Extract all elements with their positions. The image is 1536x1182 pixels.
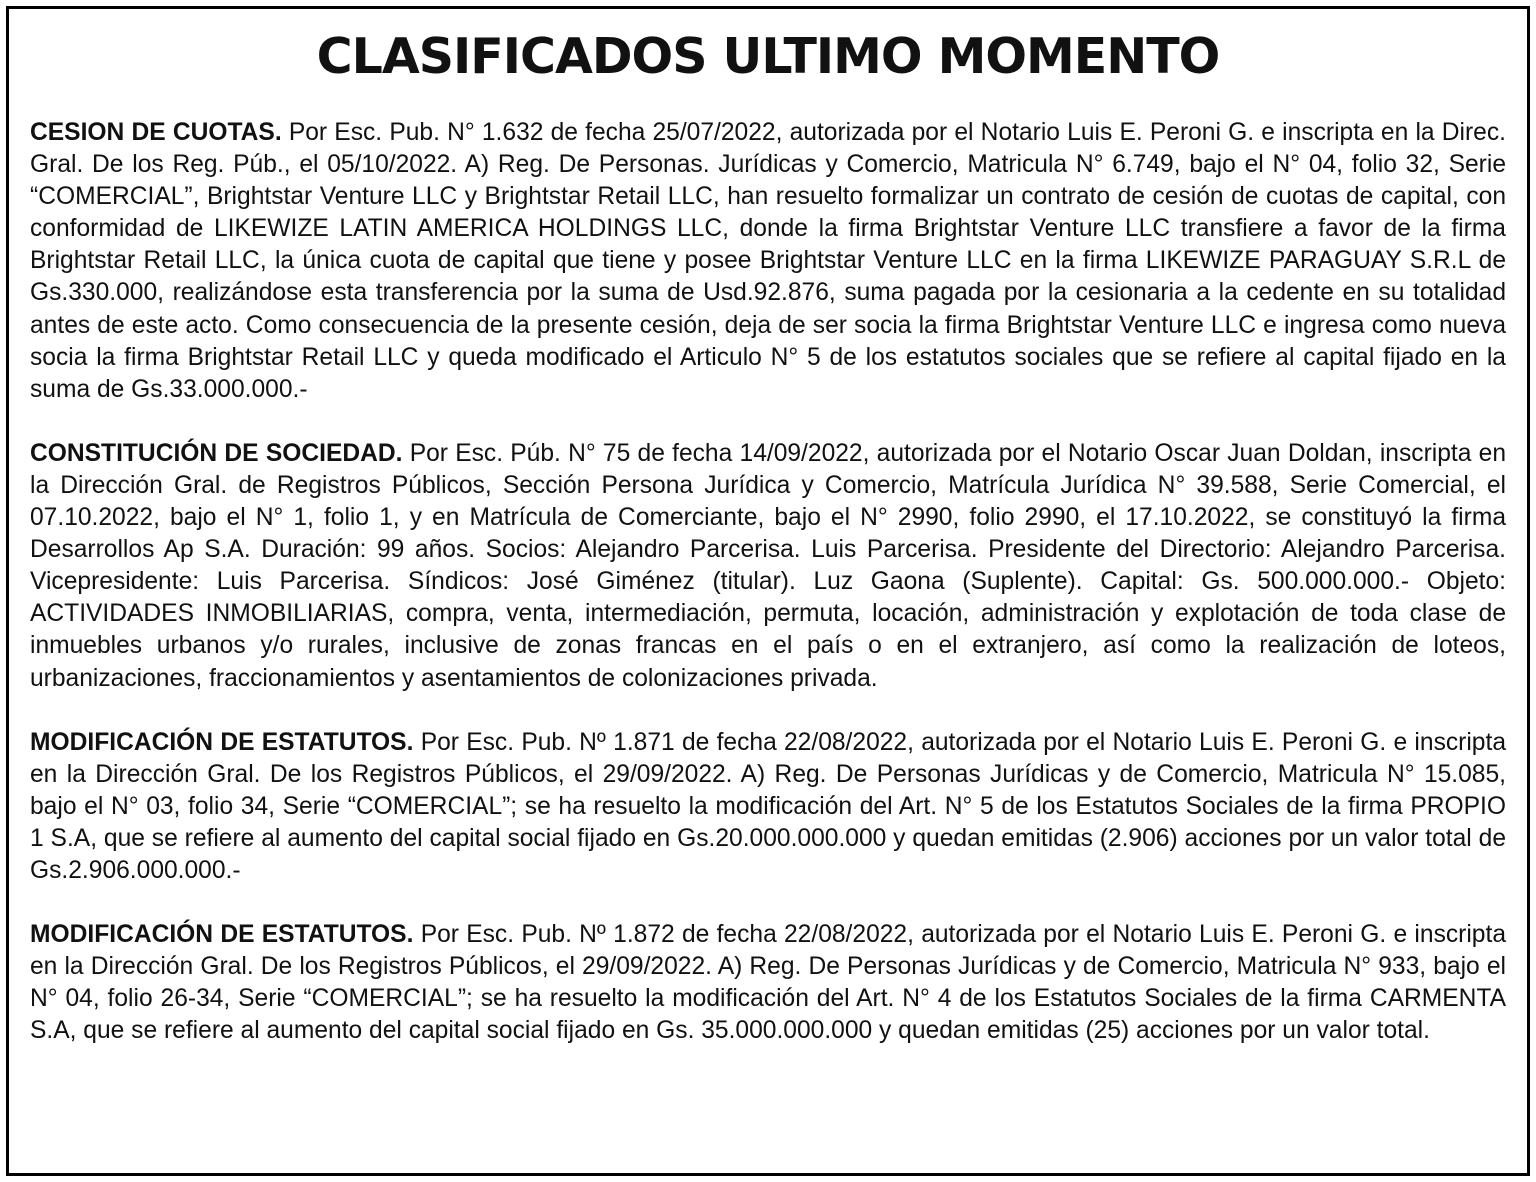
- notice-body: Por Esc. Púb. N° 75 de fecha 14/09/2022, autorizada por el Notario Oscar Juan Doldan, inscripta en la Dirección Gral. de Registros Públicos, Sección Persona Jurídica y Comercio, Matrícula Jurídica N° 39.588, Serie Comercial, el 07.10.2022, bajo el N° 1, folio 1, y en Matrícula de Comerciante, bajo el N° 2990, folio 2990, el 17.10.2022, se constituyó la firma Desarrollos Ap S.A. Duración: 99 años. Socios: Alejandro Parcerisa. Luis Parcerisa. Presidente del Directorio: Alejandro Parcerisa. Vicepresidente: Luis Parcerisa. Síndicos: José Giménez (titular). Luz Gaona (Suplente). Capital: Gs. 500.000.000.- Objeto: ACTIVIDADES INMOBILIARIAS, compra, venta, intermediación, permuta, locación, administración y explotación de toda clase de inmuebles urbanos y/o rurales, inclusive de zonas francas en el país o en el extranjero, así como la realización de loteos, urbanizaciones, fraccionamientos y asentamientos de colonizaciones privada.: [30, 439, 1506, 692]
- notice-heading: CONSTITUCIÓN DE SOCIEDAD.: [30, 439, 403, 467]
- notice-cesion-de-cuotas: [30, 117, 1506, 406]
- notice-constitucion-de-sociedad: [30, 438, 1506, 695]
- notice-modificacion-de-estatutos-carmenta: [30, 919, 1506, 1047]
- notice-body: Por Esc. Pub. N° 1.632 de fecha 25/07/2022, autorizada por el Notario Luis E. Peroni G. e inscripta en la Direc. Gral. De los Reg. Púb., el 05/10/2022. A) Reg. De Personas. Jurídicas y Comercio, Matricula N° 6.749, bajo el N° 04, folio 32, Serie “COMERCIAL”, Brightstar Venture LLC y Brightstar Retail LLC, han resuelto formalizar un contrato de cesión de cuotas de capital, con conformidad de LIKEWIZE LATIN AMERICA HOLDINGS LLC, donde la firma Brightstar Venture LLC transfiere a favor de la firma Brightstar Retail LLC, la única cuota de capital que tiene y posee Brightstar Venture LLC en la firma LIKEWIZE PARAGUAY S.R.L de Gs.330.000, realizándose esta transferencia por la suma de Usd.92.876, suma pagada por la cesionaria a la cedente en su totalidad antes de este acto. Como consecuencia de la presente cesión, deja de ser socia la firma Brightstar Venture LLC e ingresa como nueva socia la firma Brightstar Retail LLC y queda modificado el Articulo N° 5 de los estatutos sociales que se refiere al capital fijado en la suma de Gs.33.000.000.-: [30, 119, 1506, 403]
- notice-heading: MODIFICACIÓN DE ESTATUTOS.: [30, 921, 414, 949]
- notices-list: [30, 117, 1506, 1079]
- notice-modificacion-de-estatutos-propio: [30, 727, 1506, 887]
- notice-body: Por Esc. Pub. Nº 1.871 de fecha 22/08/2022, autorizada por el Notario Luis E. Peroni G. e inscripta en la Dirección Gral. De los Registros Públicos, el 29/09/2022. A) Reg. De Personas Jurídicas y de Comercio, Matricula N° 15.085, bajo el N° 03, folio 34, Serie “COMERCIAL”; se ha resuelto la modificación del Art. N° 5 de los Estatutos Sociales de la firma PROPIO 1 S.A, que se refiere al aumento del capital social fijado en Gs.20.000.000.000 y quedan emitidas (2.906) acciones por un valor total de Gs.2.906.000.000.-: [30, 728, 1507, 884]
- notice-heading: CESION DE CUOTAS.: [30, 119, 282, 146]
- page-title: CLASIFICADOS ULTIMO MOMENTO: [316, 28, 1220, 85]
- classifieds-frame: [6, 6, 1530, 1176]
- notice-body: Por Esc. Pub. Nº 1.872 de fecha 22/08/2022, autorizada por el Notario Luis E. Peroni G. e inscripta en la Dirección Gral. De los Registros Públicos, el 29/09/2022. A) Reg. De Personas Jurídicas y de Comercio, Matricula N° 933, bajo el N° 04, folio 26-34, Serie “COMERCIAL”; se ha resuelto la modificación del Art. N° 4 de los Estatutos Sociales de la firma CARMENTA S.A, que se refiere al aumento del capital social fijado en Gs. 35.000.000.000 y quedan emitidas (25) acciones por un valor total.: [30, 921, 1507, 1045]
- notice-heading: MODIFICACIÓN DE ESTATUTOS.: [30, 728, 414, 756]
